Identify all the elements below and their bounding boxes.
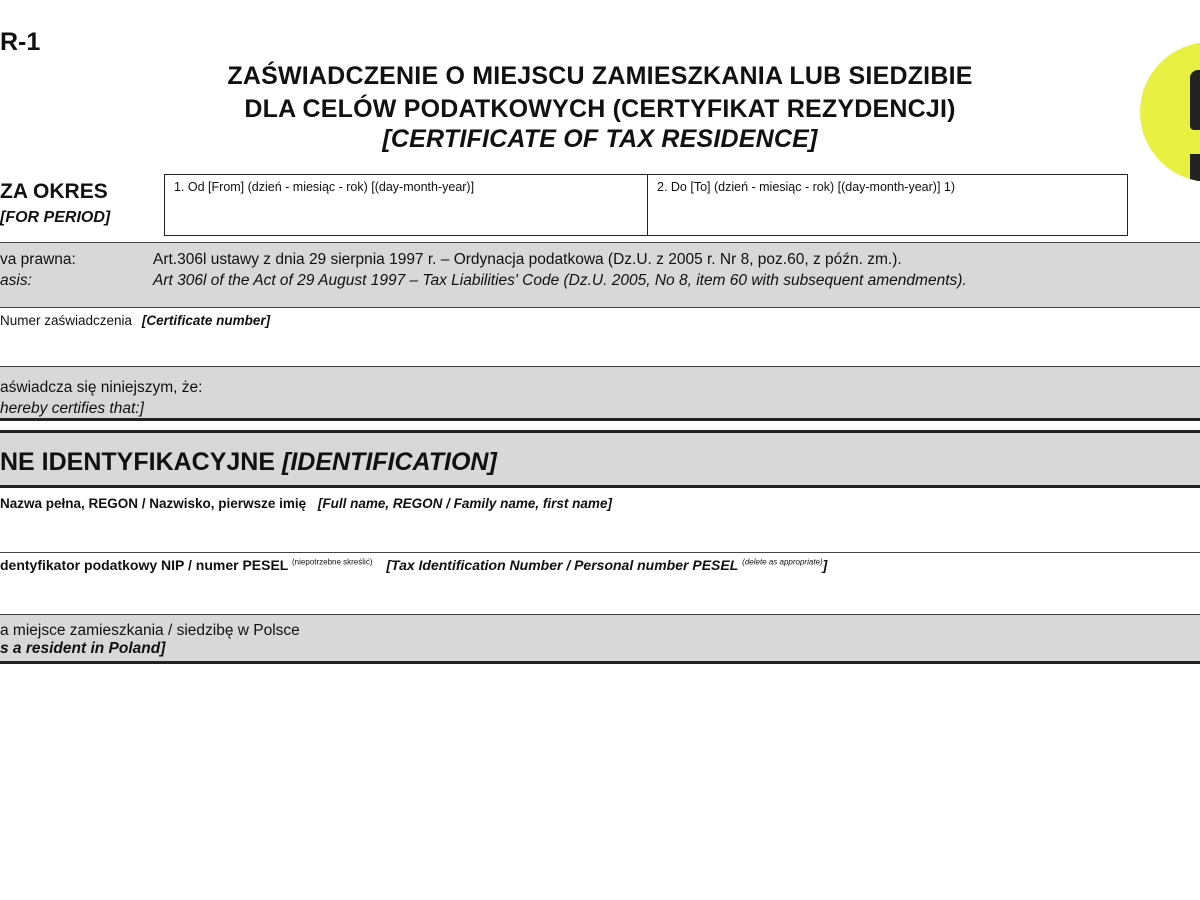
tax-id-close: ] — [822, 557, 828, 573]
tax-id-note-pl: (niepotrzebne skreślić) — [292, 557, 373, 567]
period-label — [0, 178, 110, 232]
title-line-3: [CERTIFICATE OF TAX RESIDENCE] — [382, 125, 818, 153]
tax-id-label-en: [Tax Identification Number / Personal number PESEL — [386, 557, 739, 573]
legal-basis-label-en: asis: — [0, 272, 32, 289]
identification-header — [0, 430, 1200, 488]
period-label-pl: ZA OKRES — [0, 180, 108, 203]
period-from-label: 1. Od [From] (dzień - miesiąc - rok) [(day-month-year)] — [174, 180, 475, 194]
tax-id-label-pl: dentyfikator podatkowy NIP / numer PESEL — [0, 557, 289, 573]
residence-en: s a resident in Poland] — [0, 640, 166, 657]
certificate-number-label-pl: Numer zaświadczenia — [0, 313, 133, 328]
title-line-1: ZAŚWIADCZENIE O MIEJSCU ZAMIESZKANIA LUB SIEDZIBIE — [227, 62, 973, 90]
divider — [0, 552, 1200, 553]
certificate-number-field[interactable] — [0, 313, 270, 328]
statement-pl: aświadcza się niniejszym, że: — [0, 379, 203, 396]
legal-basis-text — [153, 249, 967, 291]
identification-heading — [0, 448, 497, 477]
title-line-2: DLA CELÓW PODATKOWYCH (CERTYFIKAT REZYDENCJI) — [244, 95, 956, 123]
residence-pl: a miejsce zamieszkania / siedzibę w Polsce — [0, 622, 300, 639]
legal-basis-text-en: Art 306l of the Act of 29 August 1997 – Tax Liabilities' Code (Dz.U. 2005, No 8, item 60 with subsequent amendments). — [153, 272, 967, 289]
statement-text — [0, 377, 202, 419]
period-from-field[interactable] — [165, 175, 647, 235]
legal-basis-label-pl: va prawna: — [0, 251, 76, 268]
full-name-field[interactable] — [0, 496, 612, 511]
legal-basis-band — [0, 242, 1200, 308]
period-to-label: 2. Do [To] (dzień - miesiąc - rok) [(day-month-year)] 1) — [657, 180, 955, 194]
period-to-field[interactable] — [647, 175, 1127, 235]
tax-id-note-en: (delete as appropriate) — [742, 557, 823, 567]
residence-text — [0, 622, 300, 658]
full-name-label-en: [Full name, REGON / Family name, first name] — [317, 496, 612, 511]
statement-en: hereby certifies that:] — [0, 400, 144, 417]
form-code: R-1 — [0, 28, 41, 56]
badge-glyph-icon — [1190, 154, 1200, 182]
identification-heading-pl: NE IDENTYFIKACYJNE — [0, 448, 276, 476]
statement-band — [0, 366, 1200, 421]
tax-id-field[interactable] — [0, 557, 827, 573]
legal-basis-label — [0, 249, 76, 291]
full-name-label-pl: Nazwa pełna, REGON / Nazwisko, pierwsze imię — [0, 496, 307, 511]
certificate-number-label-en: [Certificate number] — [141, 313, 271, 328]
identification-heading-en: [IDENTIFICATION] — [282, 448, 497, 476]
residence-band — [0, 614, 1200, 664]
legal-basis-text-pl: Art.306l ustawy z dnia 29 sierpnia 1997 r. – Ordynacja podatkowa (Dz.U. z 2005 r. Nr 8, poz.60, z późn. zm.). — [153, 251, 902, 268]
period-label-en: [FOR PERIOD] — [0, 209, 111, 226]
lock-icon — [1190, 70, 1200, 130]
period-fields — [164, 174, 1128, 236]
